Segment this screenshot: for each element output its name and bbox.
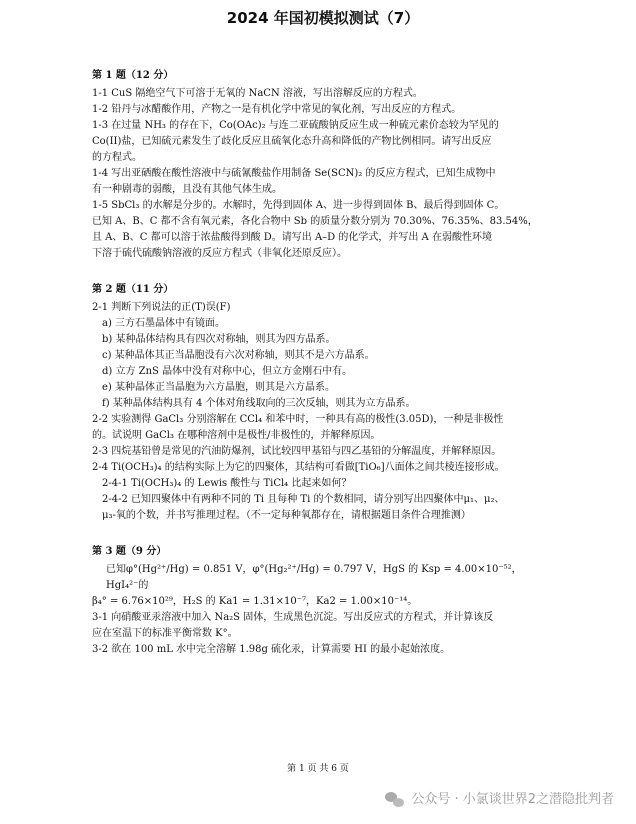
q3-line: β₄° = 6.76×10²⁹，H₂S 的 Ka1 = 1.31×10⁻⁷，Ka2 = 1.00×10⁻¹⁴。 <box>92 596 418 607</box>
q1-line: 1-1 CuS 隔绝空气下可溶于无氧的 NaCN 溶液，写出溶解反应的方程式。 <box>92 88 423 99</box>
q2-option: d) 立方 ZnS 晶体中没有对称中心，但立方金刚石中有。 <box>102 366 353 377</box>
q2-option: e) 某种晶体正当晶胞为六方晶胞，则其是六方晶系。 <box>102 382 335 393</box>
q2-line: 2-2 实验测得 GaCl₃ 分别溶解在 CCl₄ 和苯中时，一种具有高的极性(3.05D)，一种是非极性 <box>92 414 504 425</box>
q1-line: 1-3 在过量 NH₃ 的存在下，Co(OAc)₂ 与连二亚硫酸钠反应生成一种硫元素价态较为罕见的 <box>92 120 499 131</box>
q1-line: 1-4 写出亚硒酸在酸性溶液中与硫氰酸盐作用制备 Se(SCN)₂ 的反应方程式，已知生成物中 <box>92 168 496 179</box>
question-3 <box>92 544 554 658</box>
question-3-heading: 第 3 题（9 分） <box>92 546 167 557</box>
exam-page <box>92 6 554 678</box>
q2-line: 的。试说明 GaCl₃ 在哪种溶剂中是极性/非极性的，并解释原因。 <box>92 430 381 441</box>
q2-option: c) 某种晶体其正当晶胞没有六次对称轴，则其不是六方晶系。 <box>102 350 375 361</box>
q3-line: 3-1 向硝酸亚汞溶液中加入 Na₂S 固体，生成黑色沉淀。写出反应式的方程式，并计算该反 <box>92 612 494 623</box>
question-1 <box>92 68 554 262</box>
watermark <box>385 790 614 811</box>
q1-line: 下溶于硫代硫酸钠溶液的反应方程式（非氧化还原反应）。 <box>92 248 347 259</box>
page-footer: 第 1 页 共 6 页 <box>287 764 349 774</box>
q2-subline: 2-4-1 Ti(OCH₃)₄ 的 Lewis 酸性与 TiCl₄ 比起来如何？ <box>102 478 352 489</box>
wechat-icon <box>385 792 405 808</box>
page-title: 2024 年国初模拟测试（7） <box>226 9 420 27</box>
q2-line: 2-1 判断下列说法的正(T)误(F) <box>92 302 231 313</box>
q3-line: 3-2 欲在 100 mL 水中完全溶解 1.98g 硫化汞，计算需要 HI 的最小起始浓度。 <box>92 644 451 655</box>
q2-option: f) 某种晶体结构具有 4 个体对角线取向的三次反轴，则其为立方晶系。 <box>102 398 416 409</box>
q1-line: 有一种剧毒的弱酸，且没有其他气体生成。 <box>92 184 282 195</box>
q2-line: 2-4 Ti(OCH₃)₄ 的结构实际上为它的四聚体，其结构可看做[TiO₆]八面体之间共棱连接形成。 <box>92 462 505 473</box>
q1-line: 已知 A、B、C 都不含有氧元素，各化合物中 Sb 的质量分数分别为 70.30%、76.35%、83.54%， <box>92 216 538 227</box>
q1-line: 且 A、B、C 都可以溶于浓盐酸得到酸 D。请写出 A–D 的化学式，并写出 A 在弱酸性环境 <box>92 232 492 243</box>
q1-line: 1-2 铅丹与冰醋酸作用，产物之一是有机化学中常见的氧化剂，写出反应的方程式。 <box>92 104 462 115</box>
q1-line: 1-5 SbCl₃ 的水解是分步的。水解时，先得到固体 A、进一步得到固体 B、最后得到固体 C。 <box>92 200 505 211</box>
q1-line: Co(II)盐，已知硫元素发生了歧化反应且硫氧化态升高和降低的产物比例相同。请写出反应 <box>92 136 492 147</box>
q2-option: a) 三方石墨晶体中有镜面。 <box>102 318 226 329</box>
q2-subline: 2-4-2 已知四聚体中有两种不同的 Ti 且每种 Ti 的个数相同，请分别写出四聚体中μ₁、μ₂、 <box>102 494 505 505</box>
watermark-text: 公众号 · 小氯谈世界2之潜隐批判者 <box>411 792 614 807</box>
q1-line: 的方程式。 <box>92 152 142 163</box>
question-2-heading: 第 2 题（11 分） <box>92 284 174 295</box>
q3-line: 应在室温下的标准平衡常数 K°。 <box>92 628 238 639</box>
question-2 <box>92 282 554 524</box>
q2-subline: μ₃-氧的个数，并书写推理过程。（不一定每种氧都存在，请根据题目条件合理推测） <box>102 510 471 521</box>
q2-line: 2-3 四烷基铅曾是常见的汽油防爆剂，试比较四甲基铅与四乙基铅的分解温度，并解释原因。 <box>92 446 502 457</box>
q2-option: b) 某种晶体结构具有四次对称轴，则其为四方晶系。 <box>102 334 336 345</box>
question-1-heading: 第 1 题（12 分） <box>92 70 174 81</box>
q3-line: 已知φ°(Hg²⁺/Hg) = 0.851 V，φ°(Hg₂²⁺/Hg) = 0.797 V，HgS 的 Ksp = 4.00×10⁻⁵²，HgI₄²⁻的 <box>106 564 522 591</box>
